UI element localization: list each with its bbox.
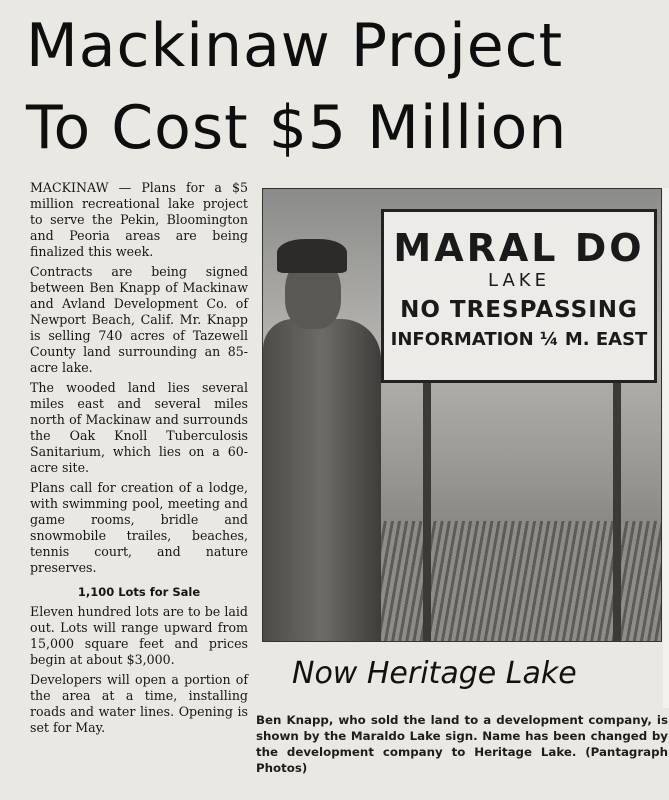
sign-information: INFORMATION ¼ M. EAST [390,329,648,350]
sign-subtitle: LAKE [488,270,550,291]
person-figure [263,319,381,641]
sign-title: MARAL DO [393,226,645,270]
sign-post-right [613,379,621,641]
article-paragraph: Plans call for creation of a lodge, with swimming pool, meeting and game rooms, bridle and snowmobile trailes, beaches, tennis court, and nature preserves. [30,480,248,575]
article-subhead: 1,100 Lots for Sale [77,585,201,599]
article-paragraph: Eleven hundred lots are to be laid out. Lots will range upward from 15,000 square feet and prices begin at about $3,000. [30,604,248,667]
sign-post-left [423,379,431,641]
headline-line-2: To Cost $5 Million [26,93,568,163]
maraldo-lake-sign [381,209,657,383]
photo-caption: Ben Knapp, who sold the land to a development company, is shown by the Maraldo Lake sign. Name has been changed by the development company to Heritage Lake. (Pantagraph Photos) [256,713,668,775]
sign-warning: NO TRESPASSING [400,297,638,323]
person-hat [277,239,347,273]
article-paragraph: Developers will open a portion of the area at a time, installing roads and water lines. Opening is set for May. [30,672,248,735]
page-edge [663,188,669,708]
article-column [30,180,248,740]
article-paragraph: The wooded land lies several miles east and several miles north of Mackinaw and surrounds the Oak Knoll Tuberculosis Sanitarium, which lies on a 60-acre site. [30,380,248,475]
caption-title: Now Heritage Lake [292,656,577,691]
article-paragraph: Contracts are being signed between Ben Knapp of Mackinaw and Avland Development Co. of Newport Beach, Calif. Mr. Knapp is selling 740 acres of Tazewell County land surrounding an 85-acre lake. [30,264,248,375]
news-photo [262,188,662,642]
headline-line-1: Mackinaw Project [26,11,564,81]
article-paragraph: MACKINAW — Plans for a $5 million recreational lake project to serve the Pekin, Bloomington and Peoria areas are being finalized this week. [30,180,248,259]
